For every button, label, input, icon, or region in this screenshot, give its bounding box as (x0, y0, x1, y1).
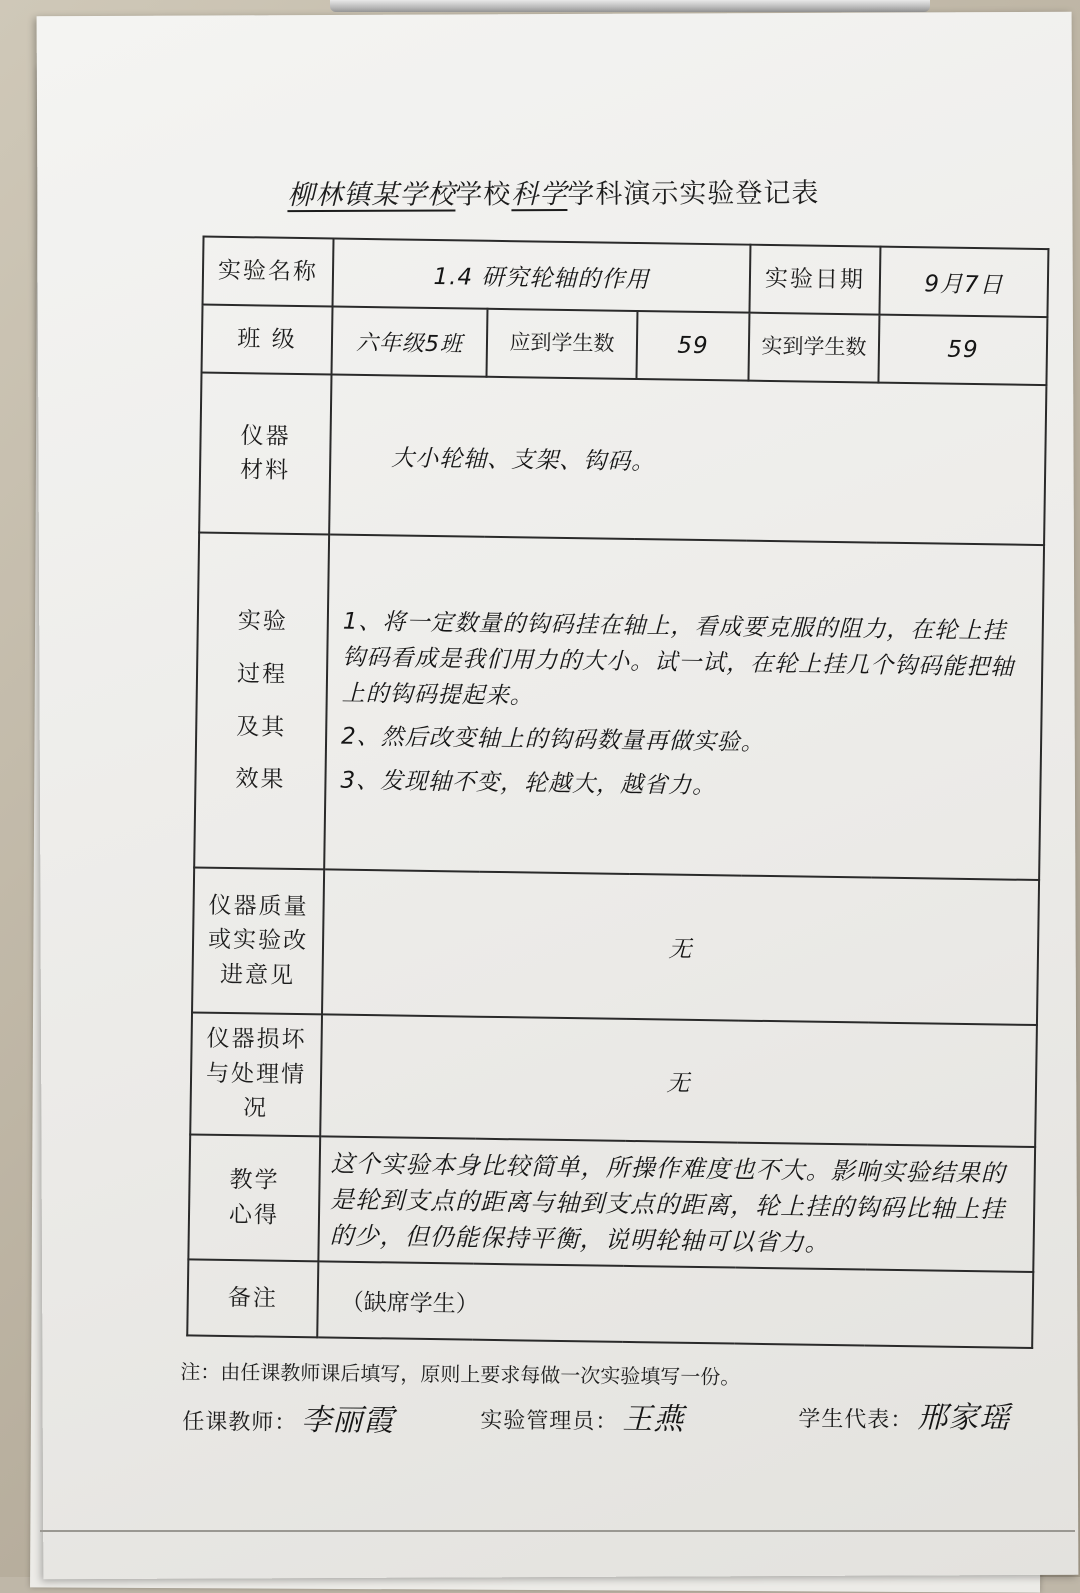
row-materials (199, 373, 1046, 546)
registration-table (186, 236, 1049, 1349)
process-step-2: 2、然后改变轴上的钩码数量再做实验。 (340, 723, 765, 757)
class-label: 班 级 (202, 305, 333, 375)
row-damage (190, 1012, 1037, 1147)
pen-object (330, 0, 930, 12)
materials-label: 仪器材料 (199, 373, 331, 535)
experiment-name-value: 1.4 研究轮轴的作用 (333, 238, 751, 312)
process-value (324, 534, 1044, 880)
experiment-date-label: 实验日期 (750, 245, 881, 315)
row-remarks (187, 1259, 1033, 1348)
remarks-value: （缺席学生） (317, 1261, 1033, 1348)
student-signature-block (798, 1391, 1010, 1437)
row-name-date (203, 237, 1049, 318)
title-school-suffix: 学校 (455, 179, 512, 211)
row-class-students (202, 305, 1048, 386)
reflection-value: 这个实验本身比较简单，所操作难度也不大。影响实验结果的是轮到支点的距离与轴到支点的距离，轮上挂的钩码比轴上挂的少，但仍能保持平衡，说明轮轴可以省力。 (318, 1136, 1035, 1272)
actual-students-label: 实到学生数 (748, 313, 879, 383)
form-sheet (37, 12, 1079, 1580)
reflection-label: 教学心得 (188, 1134, 320, 1261)
row-reflection (188, 1134, 1035, 1272)
admin-signature-block (480, 1392, 684, 1438)
process-label: 实验过程及其效果 (194, 533, 329, 870)
remarks-label: 备注 (187, 1259, 318, 1337)
admin-signature: 王燕 (622, 1401, 685, 1438)
teacher-signature-block (182, 1394, 394, 1440)
actual-students-value: 59 (878, 315, 1047, 385)
school-name: 柳林镇某学校 (287, 179, 456, 212)
experiment-date-value: 9月7日 (879, 247, 1048, 317)
damage-label: 仪器损坏与处理情况 (190, 1012, 322, 1136)
quality-value: 无 (322, 869, 1039, 1025)
teacher-label: 任课教师： (182, 1409, 298, 1436)
quality-label: 仪器质量或实验改进意见 (192, 867, 324, 1014)
student-label: 学生代表： (798, 1406, 914, 1434)
paper-edge-line (40, 1530, 1075, 1532)
student-signature: 邢家瑶 (917, 1400, 1011, 1436)
experiment-name-label: 实验名称 (203, 237, 334, 307)
process-step-3: 3、发现轴不变，轮越大，越省力。 (340, 767, 717, 800)
form-title (287, 170, 927, 212)
damage-value: 无 (320, 1014, 1037, 1147)
materials-value: 大小轮轴、支架、钩码。 (329, 374, 1046, 545)
title-suffix: 学科演示实验登记表 (567, 177, 820, 210)
class-value: 六年级5班 (332, 306, 488, 376)
expected-students-label: 应到学生数 (486, 309, 637, 379)
admin-label: 实验管理员： (480, 1408, 619, 1435)
form-note: 注：由任课教师课后填写，原则上要求每做一次实验填写一份。 (180, 1359, 741, 1390)
expected-students-value: 59 (636, 311, 749, 381)
row-quality (192, 867, 1039, 1025)
process-step-1: 1、将一定数量的钩码挂在轴上，看成要克服的阻力，在轮上挂钩码看成是我们用力的大小。试一试，在轮上挂几个钩码能把轴上的钩码提起来。 (341, 609, 1015, 710)
subject-name: 科学 (511, 178, 568, 211)
row-process (194, 533, 1044, 880)
teacher-signature: 李丽霞 (301, 1402, 395, 1439)
